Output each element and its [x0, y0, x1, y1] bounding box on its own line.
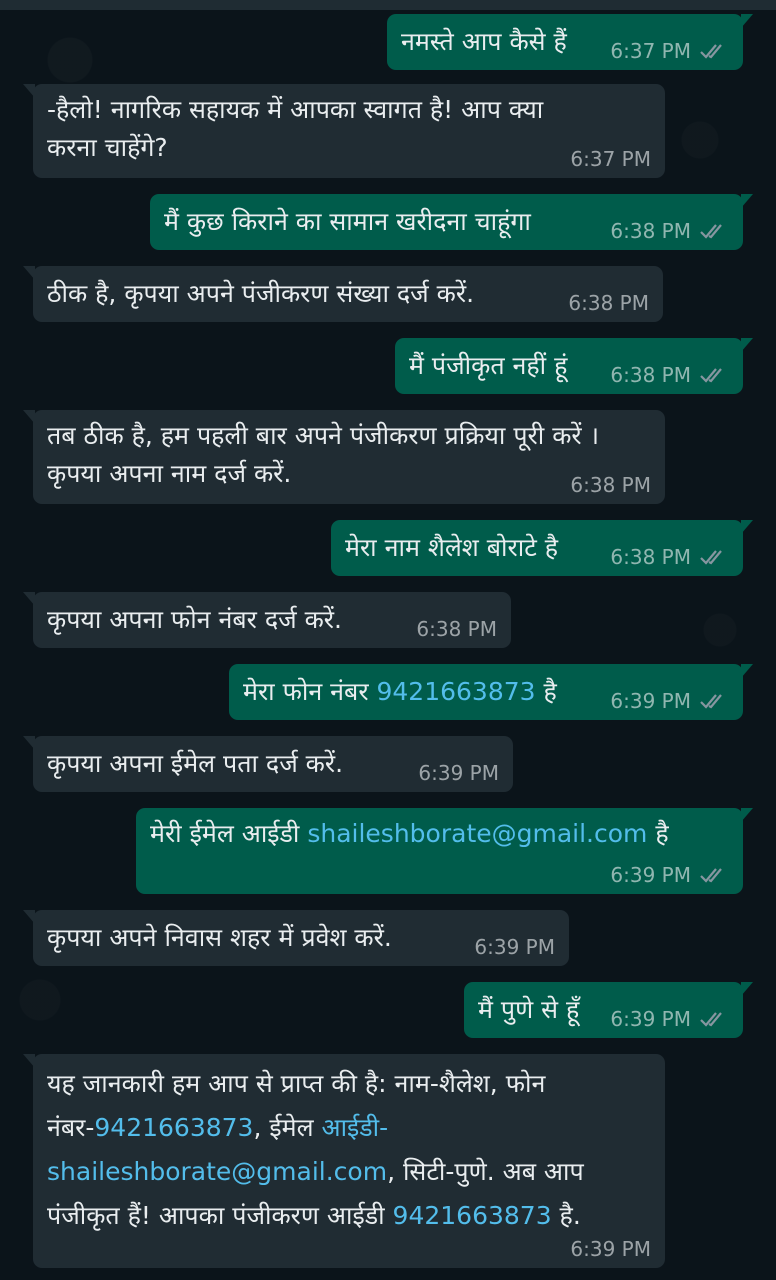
message-time: 6:38 PM — [610, 545, 691, 569]
incoming-message[interactable] — [33, 736, 513, 792]
outgoing-message[interactable] — [464, 982, 743, 1038]
message-text: -हैलो! नागरिक सहायक में आपका स्वागत है! आप क्या करना चाहेंगे? — [47, 95, 544, 162]
message-time: 6:39 PM — [418, 761, 499, 785]
message-text: मैं पुणे से हूँ — [478, 995, 580, 1024]
message-time: 6:37 PM — [610, 39, 691, 63]
message-meta — [570, 144, 651, 174]
message-meta — [610, 860, 729, 890]
message-time: 6:38 PM — [610, 219, 691, 243]
double-check-icon — [699, 692, 729, 710]
double-check-icon — [699, 366, 729, 384]
incoming-message[interactable] — [33, 266, 663, 322]
phone-link[interactable]: 9421663873 — [392, 1201, 552, 1230]
email-link[interactable]: आईडी-shaileshborate@gmail.com — [47, 1113, 389, 1186]
outgoing-message[interactable] — [150, 194, 743, 250]
message-text: मैं कुछ किराने का सामान खरीदना चाहूंगा — [164, 207, 531, 236]
message-time: 6:38 PM — [570, 473, 651, 497]
message-text-part: है — [535, 677, 557, 706]
message-text — [47, 1062, 635, 1238]
message-time: 6:39 PM — [570, 1237, 651, 1261]
message-time: 6:38 PM — [568, 291, 649, 315]
message-time: 6:39 PM — [474, 935, 555, 959]
outgoing-message[interactable] — [229, 664, 743, 720]
message-text-part: है — [647, 819, 669, 848]
message-meta — [610, 542, 729, 572]
message-text: नमस्ते आप कैसे हैं — [401, 27, 567, 56]
message-text-part: है. — [551, 1201, 581, 1230]
double-check-icon — [699, 866, 729, 884]
incoming-message[interactable] — [33, 910, 569, 966]
incoming-message[interactable] — [33, 410, 665, 504]
message-text: मैं पंजीकृत नहीं हूं — [409, 351, 568, 380]
phone-link[interactable]: 9421663873 — [94, 1113, 254, 1142]
message-text — [150, 815, 743, 853]
message-time: 6:39 PM — [610, 863, 691, 887]
incoming-message[interactable] — [33, 592, 511, 648]
message-meta — [610, 1004, 729, 1034]
message-text: कृपया अपना ईमेल पता दर्ज करें. — [47, 749, 344, 778]
message-time: 6:38 PM — [416, 617, 497, 641]
double-check-icon — [699, 222, 729, 240]
message-meta — [568, 288, 649, 318]
phone-link[interactable]: 9421663873 — [376, 677, 536, 706]
outgoing-message[interactable] — [387, 14, 743, 70]
incoming-message[interactable] — [33, 1054, 665, 1268]
message-meta — [570, 1234, 651, 1264]
message-meta — [570, 470, 651, 500]
message-meta — [610, 36, 729, 66]
message-text: ठीक है, कृपया अपने पंजीकरण संख्या दर्ज करें. — [47, 279, 475, 308]
message-text-part: , ईमेल — [253, 1113, 322, 1142]
outgoing-message[interactable] — [395, 338, 743, 394]
message-time: 6:39 PM — [610, 1007, 691, 1031]
message-text: कृपया अपना फोन नंबर दर्ज करें. — [47, 605, 342, 634]
message-meta — [474, 932, 555, 962]
email-link[interactable]: shaileshborate@gmail.com — [307, 819, 648, 848]
message-meta — [418, 758, 499, 788]
double-check-icon — [699, 42, 729, 60]
header-edge — [0, 0, 776, 10]
double-check-icon — [699, 548, 729, 566]
message-time: 6:37 PM — [570, 147, 651, 171]
message-text: तब ठीक है, हम पहली बार अपने पंजीकरण प्रक्रिया पूरी करें । कृपया अपना नाम दर्ज करें. — [47, 421, 600, 488]
message-meta — [610, 360, 729, 390]
message-text-part: मेरी ईमेल आईडी — [150, 819, 308, 848]
message-time: 6:38 PM — [610, 363, 691, 387]
message-text: मेरा नाम शैलेश बोराटे है — [345, 533, 559, 562]
message-text-part: यह जानकारी हम आप से प्राप्त की है: नाम-शैलेश, फोन नंबर- — [47, 1069, 546, 1142]
message-meta — [610, 686, 729, 716]
message-meta — [610, 216, 729, 246]
message-text-part: मेरा फोन नंबर — [243, 677, 377, 706]
message-text-part: , सिटी-पुणे. अब आप पंजीकृत हैं! आपका पंजीकरण आईडी — [47, 1157, 584, 1230]
incoming-message[interactable] — [33, 84, 665, 178]
message-meta — [416, 614, 497, 644]
outgoing-message[interactable] — [331, 520, 743, 576]
message-text: कृपया अपने निवास शहर में प्रवेश करें. — [47, 923, 392, 952]
outgoing-message[interactable] — [136, 808, 743, 894]
double-check-icon — [699, 1010, 729, 1028]
message-time: 6:39 PM — [610, 689, 691, 713]
